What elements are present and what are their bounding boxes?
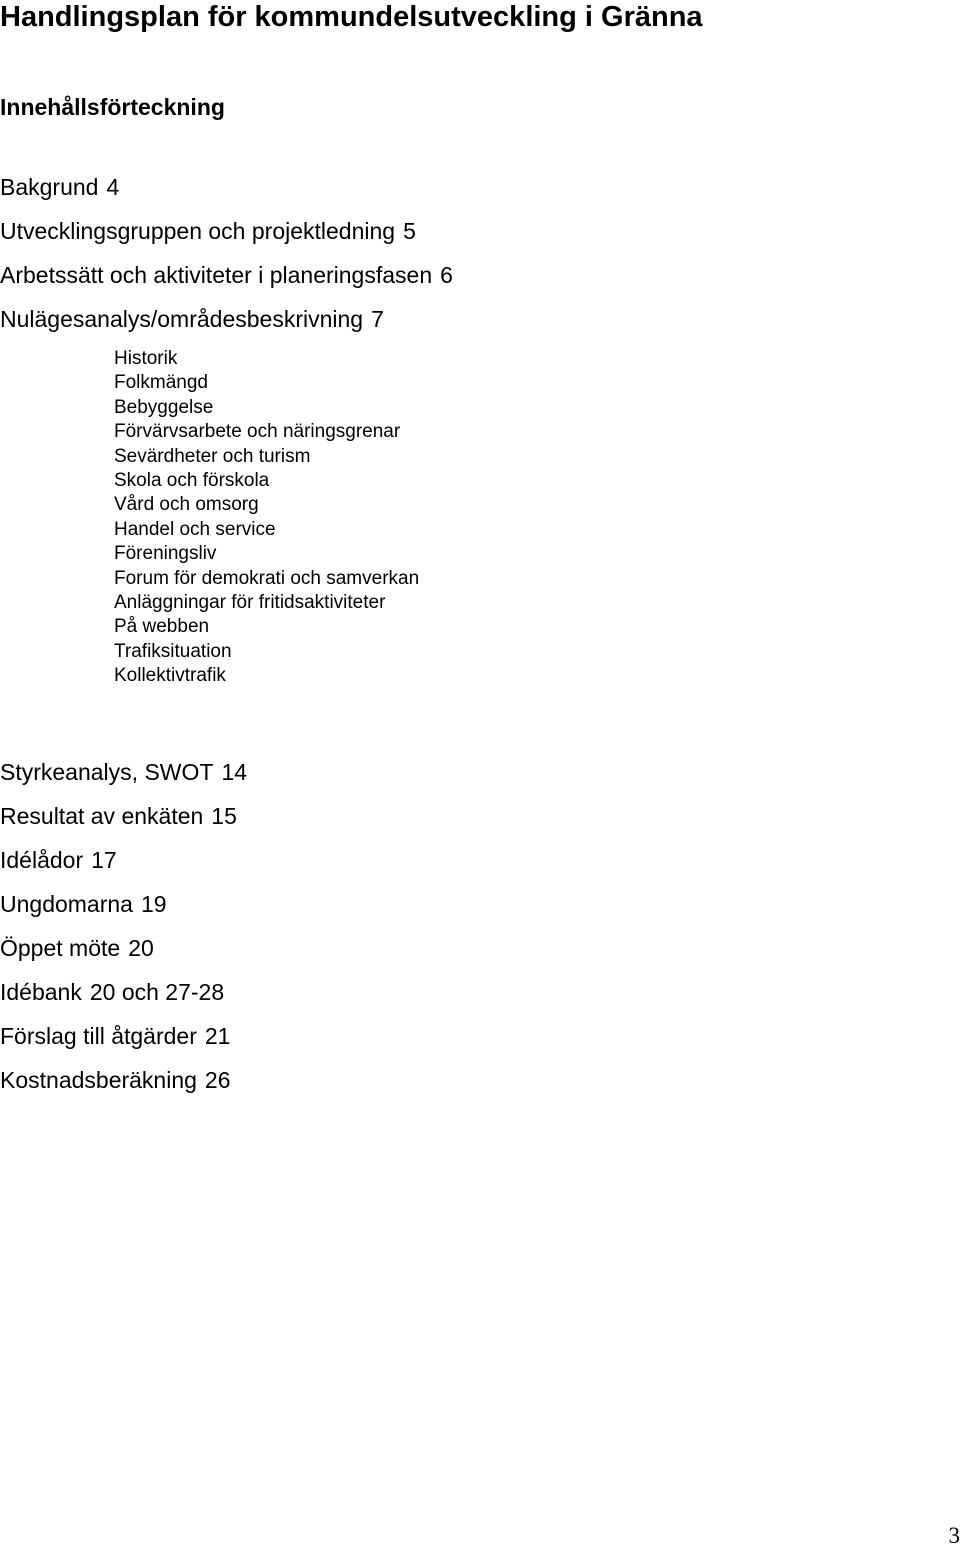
toc-entry-page: 7 <box>371 306 384 332</box>
toc-entry <box>0 750 247 794</box>
toc-entry-page: 21 <box>204 1023 231 1049</box>
toc-entry-label: Ungdomarna <box>0 891 133 917</box>
toc-entry-label: Styrkeanalys, SWOT <box>0 759 214 785</box>
toc-entry-label: Öppet möte <box>0 935 121 961</box>
toc-entry-page: 5 <box>403 218 416 244</box>
toc-entry-page: 14 <box>221 759 248 785</box>
toc-entry-page: 17 <box>91 847 117 873</box>
toc-entry-label: Förslag till åtgärder <box>0 1023 197 1049</box>
page-number: 3 <box>948 1523 960 1548</box>
toc-subsection-label: Skola och förskola <box>114 470 270 492</box>
toc-subsection-label: Kollektivtrafik <box>114 665 226 687</box>
toc-entry <box>0 165 453 209</box>
toc-entry <box>0 882 247 926</box>
toc-entry-label: Resultat av enkäten <box>0 803 204 829</box>
toc-subsection-label: På webben <box>114 616 210 638</box>
toc-entry <box>0 1058 247 1102</box>
toc-entry-label: Idébank <box>0 979 82 1005</box>
toc-entry-page: 15 <box>211 803 237 829</box>
toc-entry-page: 20 <box>128 935 154 961</box>
toc-entry-label: Bakgrund <box>0 174 99 200</box>
toc-entry-label: Arbetssätt och aktiviteter i planeringsfasen <box>0 262 433 288</box>
toc-subsection-label: Förvärvsarbete och näringsgrenar <box>114 421 401 443</box>
toc-entry <box>0 970 247 1014</box>
toc-subsection <box>0 396 419 420</box>
toc-subsection <box>0 493 419 517</box>
toc-entry <box>0 253 453 297</box>
toc-subsection <box>0 469 419 493</box>
toc-entry-label: Utvecklingsgruppen och projektledning <box>0 218 396 244</box>
toc-entry-page: 19 <box>140 891 167 917</box>
toc-subsection-label: Handel och service <box>114 518 276 540</box>
toc-subsection-label: Trafiksituation <box>114 640 232 662</box>
toc-subsection-label: Sevärdheter och turism <box>114 445 311 467</box>
toc-subsection <box>0 518 419 542</box>
toc-entry <box>0 209 453 253</box>
toc-subsection <box>0 664 419 688</box>
toc-entry <box>0 838 247 882</box>
toc-entry-label: Kostnadsberäkning <box>0 1067 197 1093</box>
toc-subsection-label: Anläggningar för fritidsaktiviteter <box>114 592 386 614</box>
toc-subsection-label: Vård och omsorg <box>114 494 259 516</box>
toc-entry-label: Nulägesanalys/områdesbeskrivning <box>0 306 364 332</box>
toc-subsection <box>0 542 419 566</box>
document-title: Handlingsplan för kommundelsutveckling i Gränna <box>0 1 703 33</box>
toc-subsection <box>0 347 419 371</box>
toc-entry-page: 20 och 27-28 <box>89 979 225 1005</box>
toc-entry-page: 4 <box>106 174 120 200</box>
toc-subsection <box>0 420 419 444</box>
toc-entry <box>0 1014 247 1058</box>
toc-subsection <box>0 615 419 639</box>
toc-main-list-part2 <box>0 750 247 1102</box>
toc-subsection <box>0 567 419 591</box>
toc-entry-page: 26 <box>204 1067 231 1093</box>
toc-entry <box>0 297 453 341</box>
toc-entry <box>0 926 247 970</box>
toc-entry <box>0 794 247 838</box>
toc-heading: Innehållsförteckning <box>0 94 225 120</box>
toc-subsection <box>0 371 419 395</box>
toc-subsection-label: Folkmängd <box>114 372 208 394</box>
toc-entry-page: 6 <box>440 262 453 288</box>
toc-main-list-part1 <box>0 165 453 341</box>
toc-subsection <box>0 445 419 469</box>
toc-subsection-label: Historik <box>114 348 178 369</box>
toc-entry-label: Idélådor <box>0 847 84 873</box>
toc-subsection <box>0 591 419 615</box>
toc-subsection-label: Forum för demokrati och samverkan <box>114 567 420 589</box>
toc-subsection-label: Föreningsliv <box>114 543 217 565</box>
toc-subsection-list <box>0 347 419 689</box>
toc-subsection-label: Bebyggelse <box>114 396 214 418</box>
toc-subsection <box>0 640 419 664</box>
